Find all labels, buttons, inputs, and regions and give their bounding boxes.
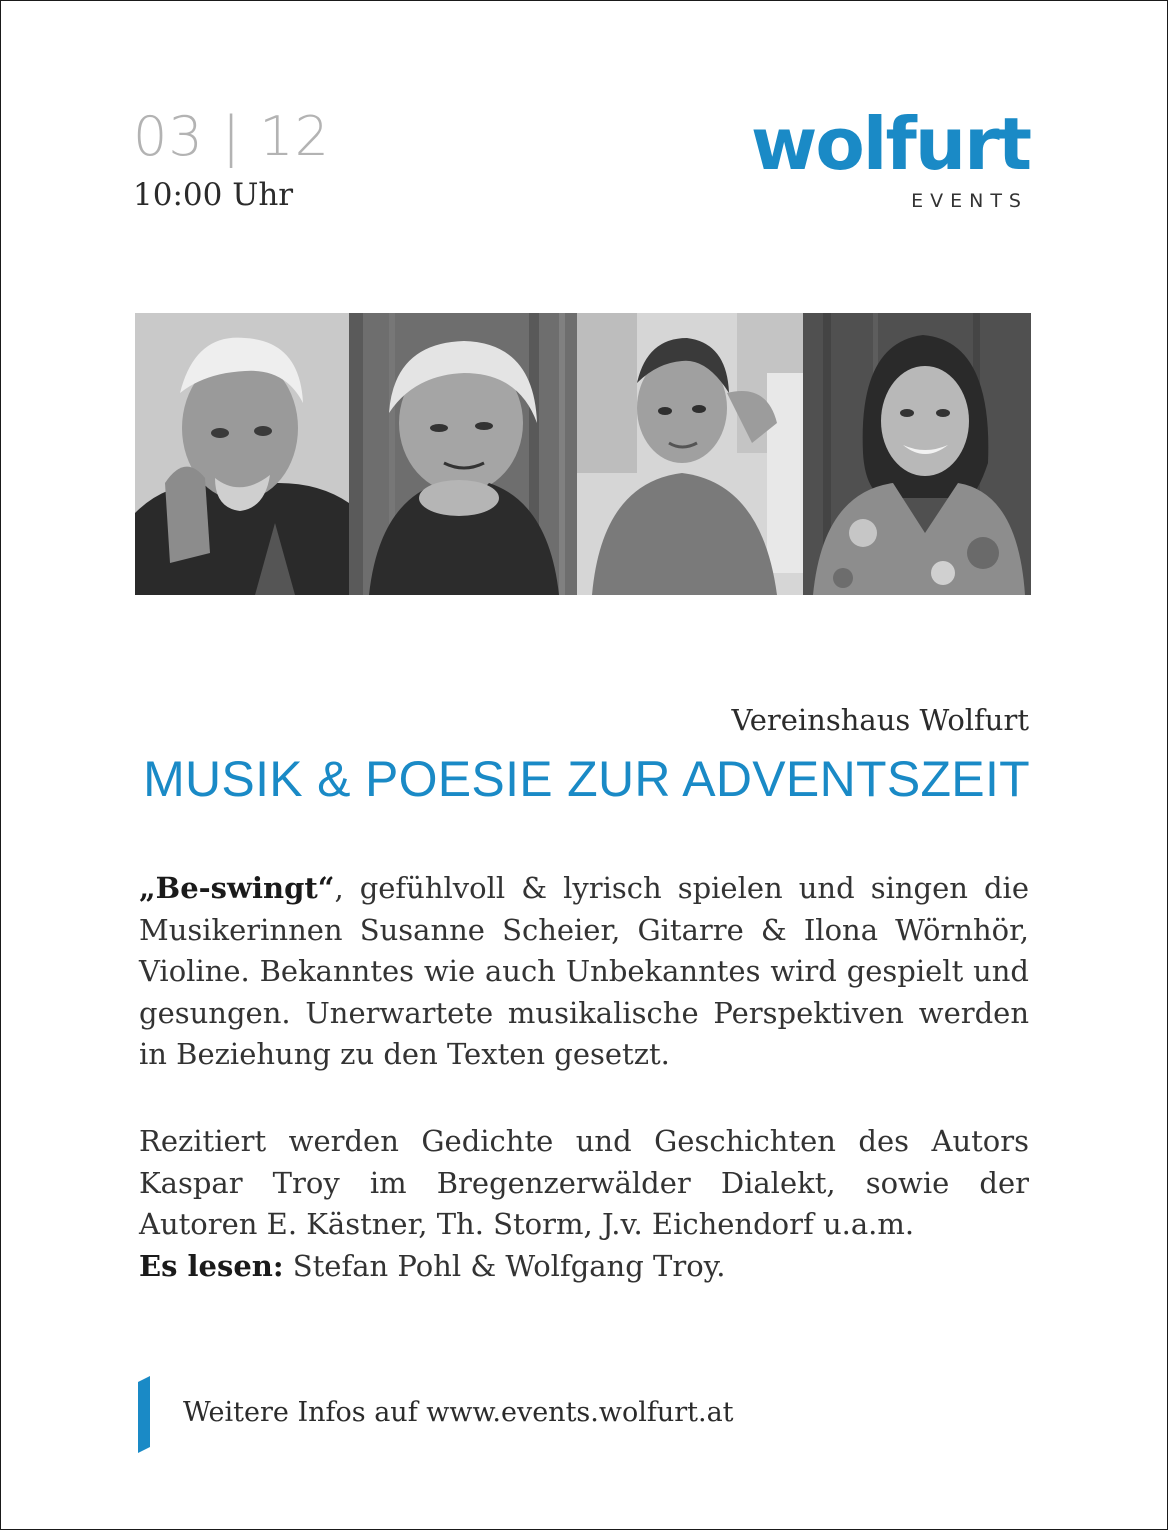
readers-names: Stefan Pohl & Wolfgang Troy. — [283, 1248, 726, 1283]
logo-subtitle: EVENTS — [911, 190, 1028, 212]
readers-label: Es lesen: — [139, 1248, 284, 1283]
event-time: 10:00 Uhr — [133, 177, 294, 213]
paragraph-music-text: , gefühlvoll & lyrisch spielen und singen die Musikerinnen Susanne Scheier, Gitarre & Ilona Wörnhör, Violine. Bekanntes wie auch Unbekanntes wird gespielt und gesungen. Unerwartete musikalische Perspektiven werden in Beziehung zu den Texten gesetzt. — [139, 871, 1029, 1071]
event-date: 03 | 12 — [133, 105, 330, 168]
portrait-woman-blonde — [349, 313, 577, 595]
description-paragraph-music — [139, 868, 1029, 1076]
event-title: MUSIK & POESIE ZUR ADVENTSZEIT — [143, 751, 1030, 807]
wolfurt-events-logo — [724, 102, 1030, 218]
portrait-man-young — [577, 313, 803, 595]
performer-photo-strip — [135, 313, 1031, 595]
portrait-woman-smiling — [803, 313, 1031, 595]
portrait-man-older — [135, 313, 349, 595]
logo-wordmark: wolfurt — [750, 102, 1030, 186]
footer-info-link[interactable]: Weitere Infos auf www.events.wolfurt.at — [183, 1397, 734, 1428]
paragraph-bold-lead: „Be-swingt“ — [139, 871, 335, 905]
description-paragraph-poetry — [139, 1121, 1029, 1287]
event-venue: Vereinshaus Wolfurt — [731, 703, 1029, 737]
accent-bar — [138, 1376, 150, 1453]
paragraph-poetry-text: Rezitiert werden Gedichte und Geschichten des Autors Kaspar Troy im Bregenzerwälder Dialekt, sowie der Autoren E. Kästner, Th. Storm, J.v. Eichendorf u.a.m. — [139, 1124, 1029, 1241]
